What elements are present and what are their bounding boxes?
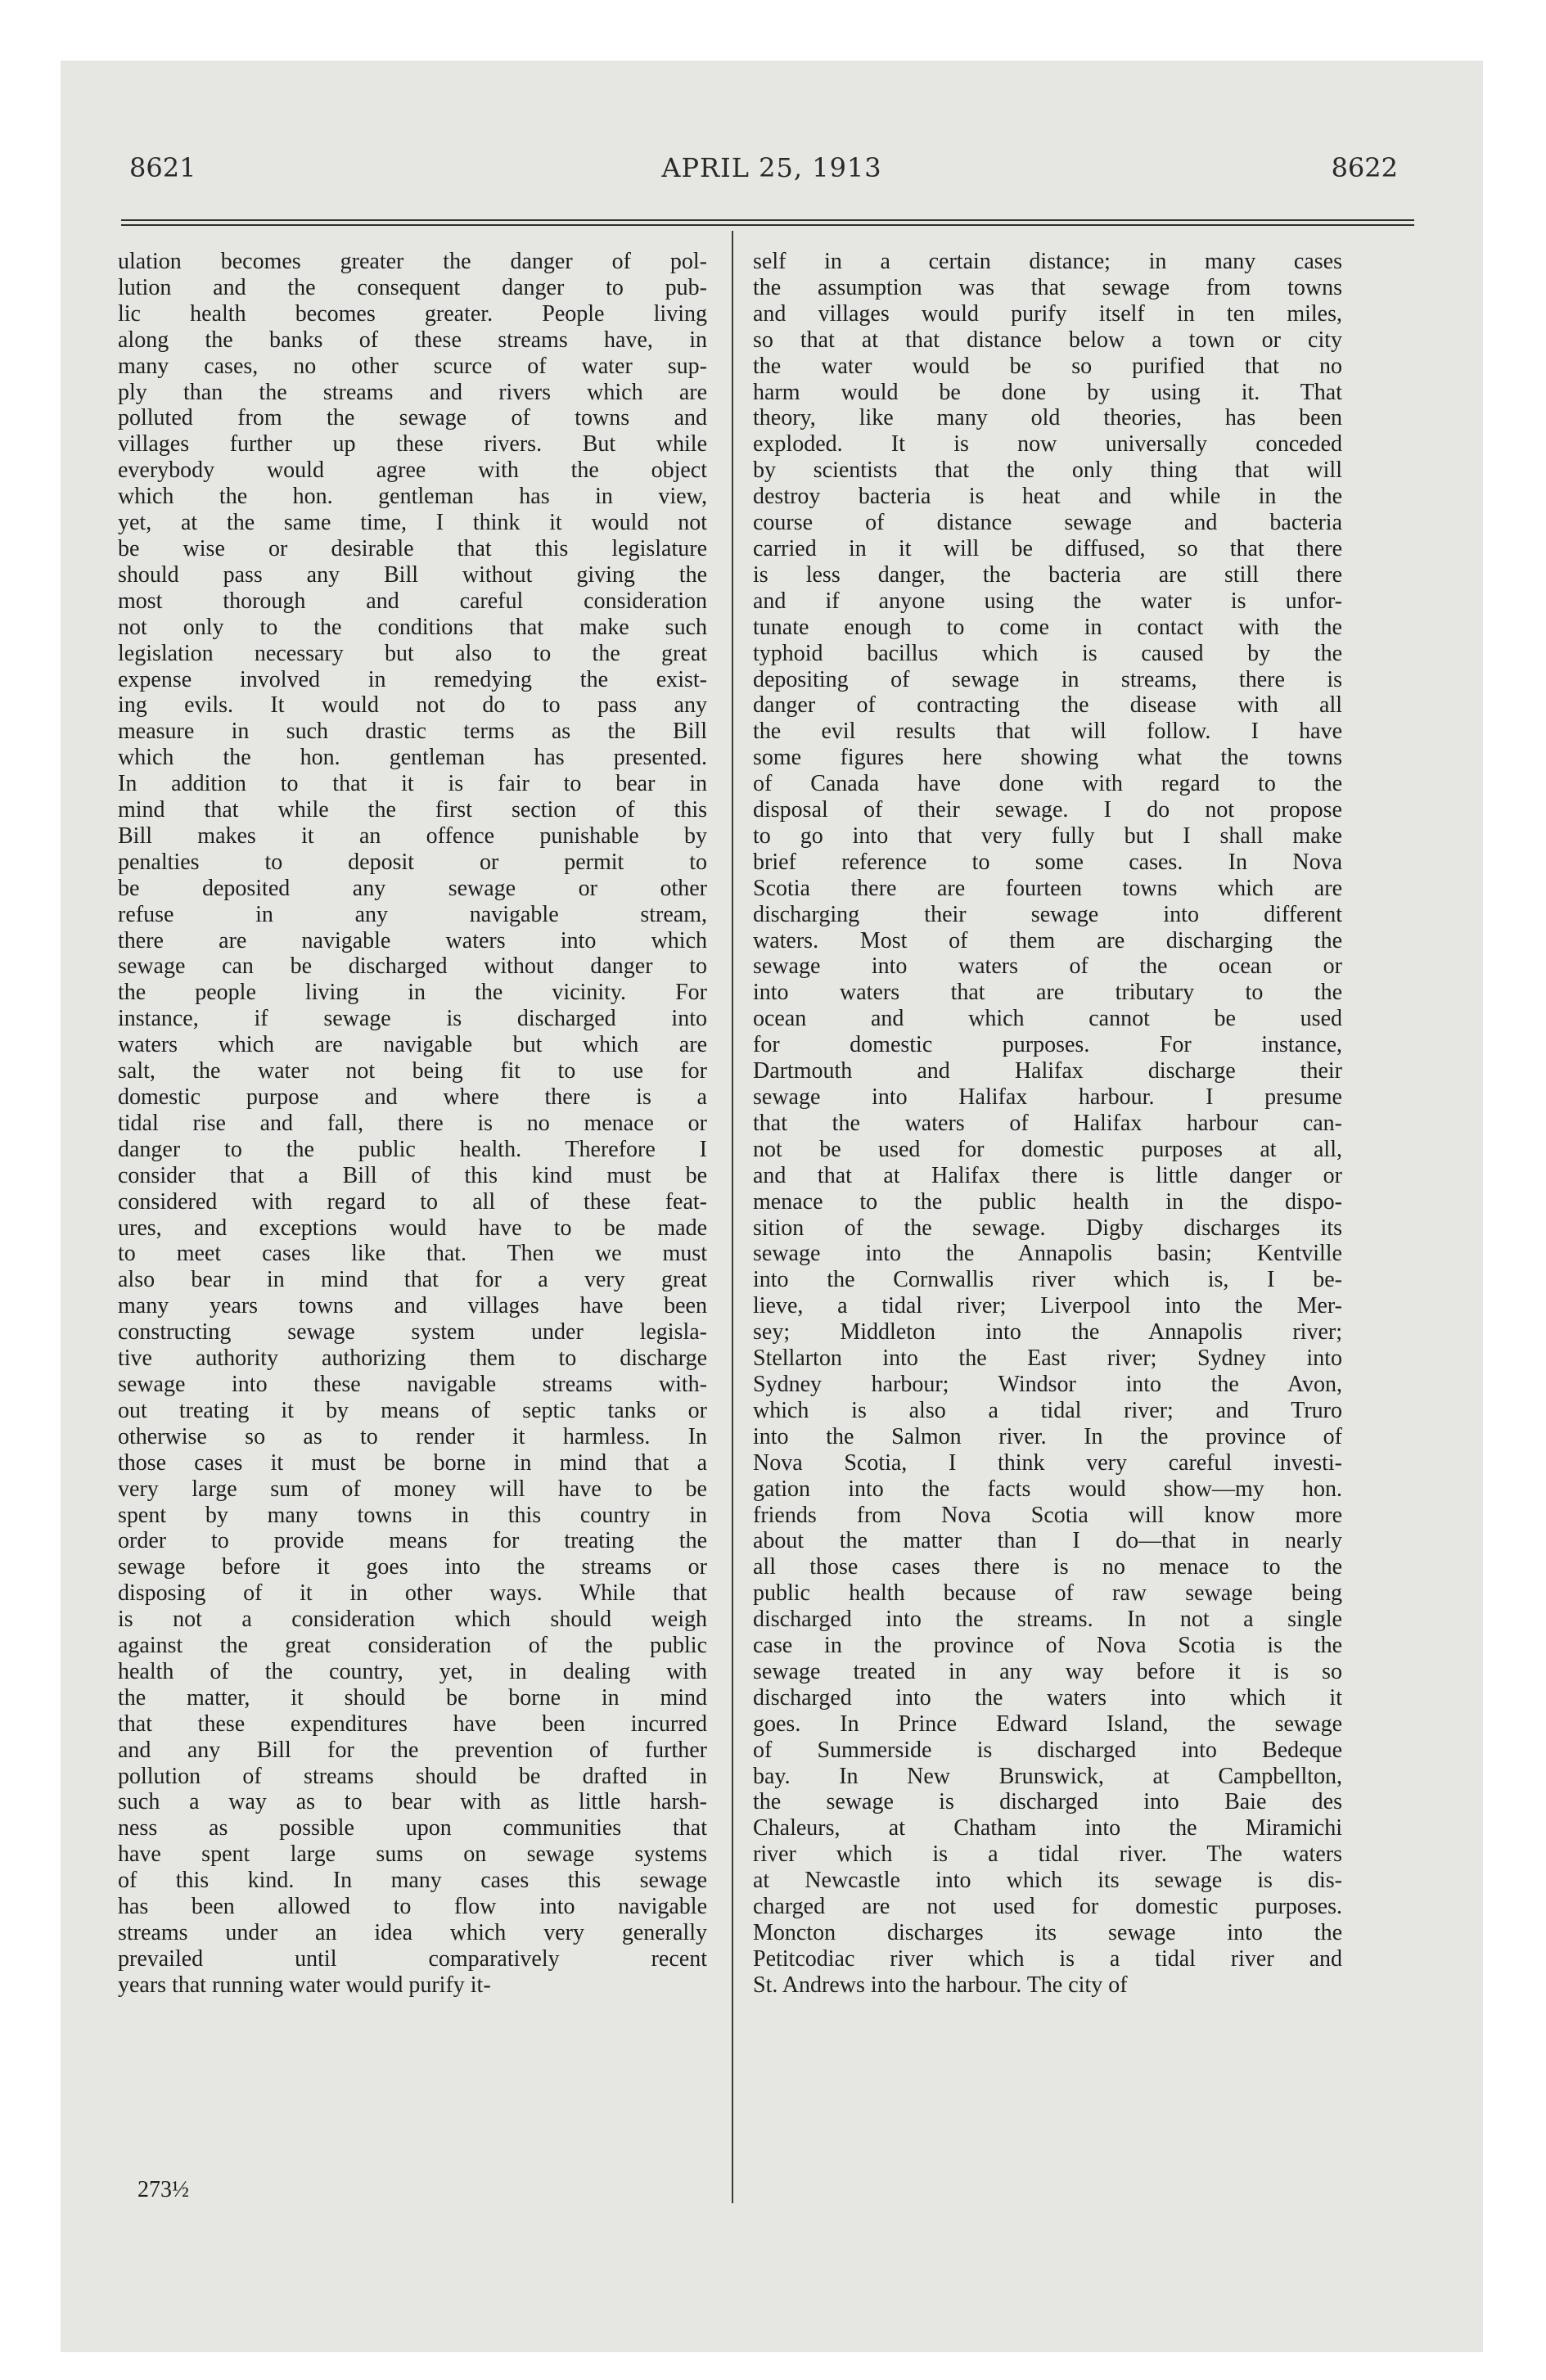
text-line: otherwise so as to render it harmless. In (118, 1423, 707, 1449)
text-line: should pass any Bill without giving the (118, 561, 707, 588)
text-line: and any Bill for the prevention of further (118, 1737, 707, 1763)
text-line: river which is a tidal river. The waters (753, 1841, 1342, 1868)
text-line: exploded. It is now universally conceded (753, 431, 1342, 458)
text-line: discharged into the waters into which it (753, 1684, 1342, 1711)
left-column (118, 249, 707, 1999)
text-line: goes. In Prince Edward Island, the sewage (753, 1711, 1342, 1737)
text-line: lic health becomes greater. People living (118, 300, 707, 327)
header-rule (121, 219, 1414, 221)
text-line: health of the country, yet, in dealing with (118, 1658, 707, 1684)
text-line: not be used for domestic purposes at all, (753, 1136, 1342, 1162)
text-line: many cases, no other scurce of water sup- (118, 353, 707, 379)
text-line: is less danger, the bacteria are still there (753, 561, 1342, 588)
text-line: most thorough and careful consideration (118, 588, 707, 614)
text-line: to meet cases like that. Then we must (118, 1241, 707, 1267)
text-line: not only to the conditions that make such (118, 614, 707, 640)
text-line: the people living in the vicinity. For (118, 980, 707, 1006)
text-line: yet, at the same time, I think it would not (118, 510, 707, 536)
text-line: case in the province of Nova Scotia is the (753, 1633, 1342, 1659)
text-line: Dartmouth and Halifax discharge their (753, 1058, 1342, 1084)
text-line: Nova Scotia, I think very careful investi- (753, 1449, 1342, 1476)
text-line: Bill makes it an offence punishable by (118, 823, 707, 849)
text-line: ures, and exceptions would have to be made (118, 1215, 707, 1241)
text-line: the evil results that will follow. I have (753, 719, 1342, 745)
text-line: very large sum of money will have to be (118, 1476, 707, 1502)
text-line: polluted from the sewage of towns and (118, 405, 707, 431)
text-line: the assumption was that sewage from towns (753, 274, 1342, 300)
header-rule-double (121, 224, 1414, 226)
text-line: which is also a tidal river; and Truro (753, 1397, 1342, 1423)
text-line: and that at Halifax there is little danger or (753, 1162, 1342, 1188)
text-line: pollution of streams should be drafted in (118, 1763, 707, 1789)
text-line: for domestic purposes. For instance, (753, 1032, 1342, 1058)
text-line: discharging their sewage into different (753, 901, 1342, 927)
text-line: ply than the streams and rivers which are (118, 379, 707, 405)
right-page-number: 8622 (1331, 152, 1398, 183)
text-line: self in a certain distance; in many cases (753, 249, 1342, 274)
text-line: refuse in any navigable stream, (118, 901, 707, 927)
text-line: into the Salmon river. In the province of (753, 1423, 1342, 1449)
text-line: Stellarton into the East river; Sydney into (753, 1346, 1342, 1372)
text-line: has been allowed to flow into navigable (118, 1894, 707, 1920)
text-line: waters. Most of them are discharging the (753, 927, 1342, 953)
text-line: sey; Middleton into the Annapolis river; (753, 1319, 1342, 1346)
text-line: sewage can be discharged without danger to (118, 953, 707, 980)
text-line: ing evils. It would not do to pass any (118, 692, 707, 719)
text-line: danger to the public health. Therefore I (118, 1136, 707, 1162)
text-line: sewage into the Annapolis basin; Kentville (753, 1241, 1342, 1267)
text-line: order to provide means for treating the (118, 1528, 707, 1554)
text-line: charged are not used for domestic purposes. (753, 1894, 1342, 1920)
text-line: expense involved in remedying the exist- (118, 666, 707, 692)
text-line: sewage into waters of the ocean or (753, 953, 1342, 980)
text-line: sewage into these navigable streams with- (118, 1371, 707, 1397)
text-line: disposal of their sewage. I do not propose (753, 797, 1342, 823)
text-line: the matter, it should be borne in mind (118, 1684, 707, 1711)
text-line: salt, the water not being fit to use for (118, 1058, 707, 1084)
text-line: and if anyone using the water is unfor- (753, 588, 1342, 614)
text-line: theory, like many old theories, has been (753, 405, 1342, 431)
text-line: such a way as to bear with as little harsh- (118, 1789, 707, 1815)
text-line: have spent large sums on sewage systems (118, 1841, 707, 1868)
text-line: tidal rise and fall, there is no menace or (118, 1110, 707, 1136)
text-line: consider that a Bill of this kind must be (118, 1162, 707, 1188)
page-date: APRIL 25, 1913 (661, 152, 882, 183)
text-line: legislation necessary but also to the great (118, 640, 707, 666)
text-line: Chaleurs, at Chatham into the Miramichi (753, 1815, 1342, 1841)
text-line: tunate enough to come in contact with the (753, 614, 1342, 640)
text-line: lieve, a tidal river; Liverpool into the Mer- (753, 1293, 1342, 1319)
text-line: of this kind. In many cases this sewage (118, 1868, 707, 1894)
text-line: Sydney harbour; Windsor into the Avon, (753, 1371, 1342, 1397)
text-line: of Summerside is discharged into Bedeque (753, 1737, 1342, 1763)
text-line: friends from Nova Scotia will know more (753, 1502, 1342, 1528)
text-line: there are navigable waters into which (118, 927, 707, 953)
text-line: sition of the sewage. Digby discharges its (753, 1215, 1342, 1241)
text-line: penalties to deposit or permit to (118, 849, 707, 875)
text-line: sewage treated in any way before it is so (753, 1658, 1342, 1684)
text-line: to go into that very fully but I shall make (753, 823, 1342, 849)
signature-mark: 273½ (137, 2177, 189, 2202)
text-line: discharged into the streams. In not a single (753, 1607, 1342, 1633)
text-line: lution and the consequent danger to pub- (118, 274, 707, 300)
text-line: disposing of it in other ways. While that (118, 1580, 707, 1607)
text-line: Scotia there are fourteen towns which are (753, 875, 1342, 901)
text-line: menace to the public health in the dispo- (753, 1188, 1342, 1215)
text-line: everybody would agree with the object (118, 458, 707, 484)
text-line: harm would be done by using it. That (753, 379, 1342, 405)
text-line: spent by many towns in this country in (118, 1502, 707, 1528)
text-line: sewage before it goes into the streams or (118, 1554, 707, 1580)
text-line: Petitcodiac river which is a tidal river and (753, 1945, 1342, 1972)
text-line: ulation becomes greater the danger of pol- (118, 249, 707, 274)
text-line: waters which are navigable but which are (118, 1032, 707, 1058)
text-line: the sewage is discharged into Baie des (753, 1789, 1342, 1815)
text-line: those cases it must be borne in mind that a (118, 1449, 707, 1476)
text-line: gation into the facts would show—my hon. (753, 1476, 1342, 1502)
text-line: at Newcastle into which its sewage is dis- (753, 1868, 1342, 1894)
text-line: public health because of raw sewage being (753, 1580, 1342, 1607)
text-line: of Canada have done with regard to the (753, 771, 1342, 797)
text-line: depositing of sewage in streams, there is (753, 666, 1342, 692)
text-line: along the banks of these streams have, in (118, 327, 707, 353)
text-line: the water would be so purified that no (753, 353, 1342, 379)
text-line: about the matter than I do—that in nearly (753, 1528, 1342, 1554)
text-line: instance, if sewage is discharged into (118, 1006, 707, 1032)
text-line: by scientists that the only thing that will (753, 458, 1342, 484)
page-sheet (61, 61, 1483, 2352)
text-line: carried in it will be diffused, so that there (753, 535, 1342, 561)
text-line: sewage into Halifax harbour. I presume (753, 1084, 1342, 1110)
text-line: be deposited any sewage or other (118, 875, 707, 901)
text-line: be wise or desirable that this legislature (118, 535, 707, 561)
right-column (753, 249, 1342, 1999)
text-line: that the waters of Halifax harbour can- (753, 1110, 1342, 1136)
text-line: and villages would purify itself in ten miles, (753, 300, 1342, 327)
text-line: which the hon. gentleman has in view, (118, 484, 707, 510)
text-line: course of distance sewage and bacteria (753, 510, 1342, 536)
text-line: into waters that are tributary to the (753, 980, 1342, 1006)
text-line: St. Andrews into the harbour. The city of (753, 1972, 1128, 1998)
text-line: considered with regard to all of these feat- (118, 1188, 707, 1215)
text-line: mind that while the first section of this (118, 797, 707, 823)
text-line: ocean and which cannot be used (753, 1006, 1342, 1032)
text-line: that these expenditures have been incurred (118, 1711, 707, 1737)
text-line: prevailed until comparatively recent (118, 1945, 707, 1972)
page-header (61, 152, 1483, 193)
text-line: is not a consideration which should weigh (118, 1607, 707, 1633)
text-line: also bear in mind that for a very great (118, 1267, 707, 1293)
text-line: tive authority authorizing them to discharge (118, 1346, 707, 1372)
text-line: measure in such drastic terms as the Bill (118, 719, 707, 745)
text-line: all those cases there is no menace to the (753, 1554, 1342, 1580)
text-line: bay. In New Brunswick, at Campbellton, (753, 1763, 1342, 1789)
column-divider (732, 231, 733, 2203)
text-line: In addition to that it is fair to bear in (118, 771, 707, 797)
text-line: many years towns and villages have been (118, 1293, 707, 1319)
text-line: ness as possible upon communities that (118, 1815, 707, 1841)
text-line: typhoid bacillus which is caused by the (753, 640, 1342, 666)
text-line: years that running water would purify it- (118, 1972, 491, 1998)
text-line: danger of contracting the disease with all (753, 692, 1342, 719)
text-line: into the Cornwallis river which is, I be- (753, 1267, 1342, 1293)
text-line: out treating it by means of septic tanks or (118, 1397, 707, 1423)
text-line: brief reference to some cases. In Nova (753, 849, 1342, 875)
text-line: some figures here showing what the towns (753, 745, 1342, 771)
text-line: villages further up these rivers. But while (118, 431, 707, 458)
left-page-number: 8621 (129, 152, 196, 183)
text-line: destroy bacteria is heat and while in the (753, 484, 1342, 510)
text-line: Moncton discharges its sewage into the (753, 1920, 1342, 1945)
text-line: which the hon. gentleman has presented. (118, 745, 707, 771)
text-line: domestic purpose and where there is a (118, 1084, 707, 1110)
text-line: so that at that distance below a town or city (753, 327, 1342, 353)
text-line: against the great consideration of the public (118, 1633, 707, 1659)
text-line: constructing sewage system under legisla- (118, 1319, 707, 1346)
text-line: streams under an idea which very generally (118, 1920, 707, 1945)
